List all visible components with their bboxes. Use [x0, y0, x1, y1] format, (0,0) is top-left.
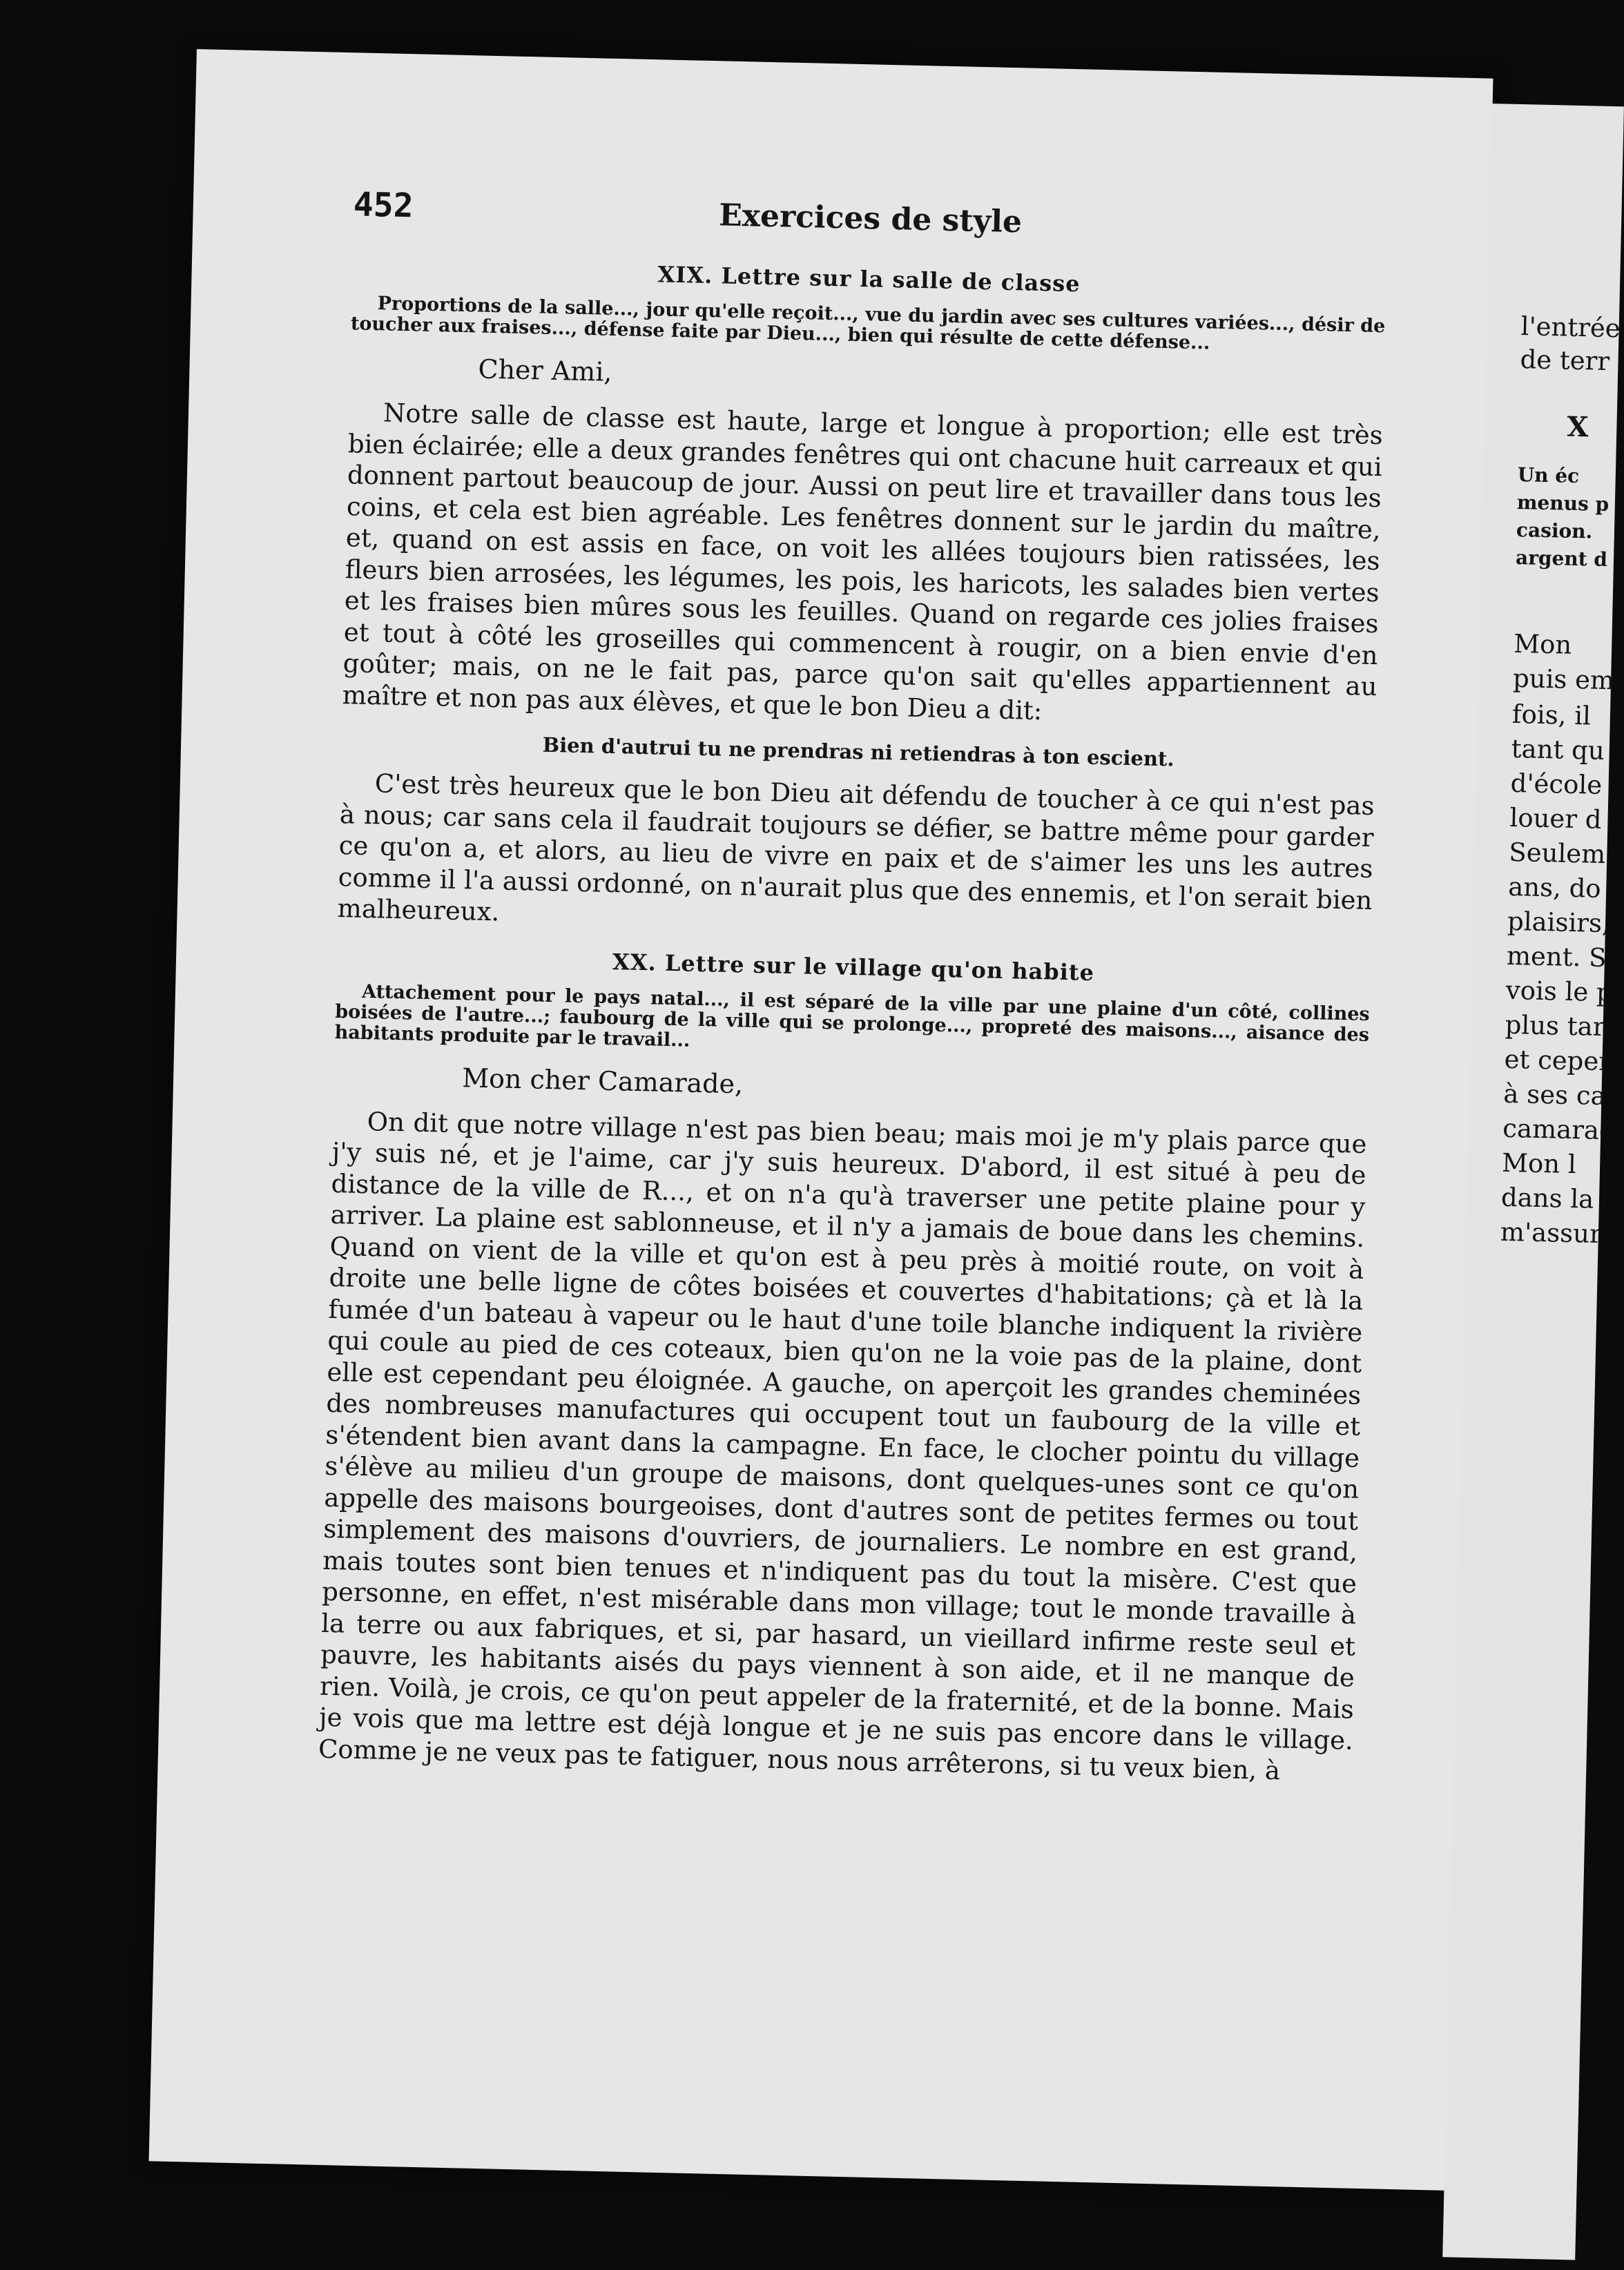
page-number: 452: [353, 185, 414, 226]
adjacent-page-line: menus p: [1516, 490, 1610, 516]
maxim-quote: Bien d'autrui tu ne prendras ni retiendras à ton escient.: [542, 733, 1174, 771]
adjacent-page-line: ans, do: [1507, 871, 1602, 904]
letter-salutation: Mon cher Camarade,: [461, 1062, 744, 1099]
section-title: XIX. Lettre sur la salle de classe: [657, 261, 1081, 298]
letter-paragraph: Notre salle de classe est haute, large et longue à proportion; elle est très bien éclairée; elle a deux grandes fenêtres qui ont chacune huit carreaux et qui donnent partout beaucoup de jour. Aussi on peut lire et travailler dans tous les coins, et cela est bien agréable. Les fenêtres donnent sur le jardin du maître, et, quand on est assis en face, on voit les allées toujours bien ratissées, les fleurs bien arrosées, les légumes, les pois, les haricots, les salades bien vertes et les fraises bien mûres sous les feuilles. Quand on regarde ces jolies fraises et tout à côté les groseilles qui commencent à rougir, on a bien envie d'en goûter; mais, on ne le fait pas, parce qu'on sait qu'elles appartiennent au maître et non pas aux élèves, et que le bon Dieu a dit:: [342, 398, 1384, 726]
adjacent-page-line: Mon: [1513, 628, 1572, 660]
adjacent-page-line: dans la: [1500, 1182, 1594, 1214]
section-summary: Proportions de la salle..., jour qu'elle reçoit..., vue du jardin avec ses cultures variées..., désir de toucher aux fraises..., défense faite par Dieu..., bien qui résulte de cette défense...: [350, 293, 1386, 354]
adjacent-page-line: plaisirs,: [1507, 906, 1611, 939]
adjacent-page-line: ment. S: [1506, 940, 1607, 973]
adjacent-page-line: fois, il: [1511, 699, 1592, 731]
adjacent-page-line: louer d: [1509, 802, 1602, 835]
adjacent-page-line: et cepen: [1504, 1044, 1616, 1077]
adjacent-page-line: à ses ca: [1502, 1078, 1607, 1112]
page-header: [353, 185, 1388, 264]
adjacent-page-line: camarad: [1502, 1113, 1616, 1146]
section-letter-village: [318, 942, 1371, 1788]
adjacent-page-line: vois le p: [1505, 975, 1614, 1008]
adjacent-page-line: m'assure: [1500, 1216, 1618, 1250]
page-content: [318, 185, 1389, 1787]
adjacent-page-line: puis em: [1512, 663, 1615, 696]
adjacent-page-line: Mon l: [1501, 1147, 1577, 1180]
letter-salutation: Cher Ami,: [478, 353, 612, 387]
section-letter-classroom: [337, 254, 1386, 947]
adjacent-page-line: l'entrée: [1520, 311, 1621, 344]
letter-paragraph: On dit que notre village n'est pas bien beau; mais moi je m'y plais parce que j'y suis né, et je l'aime, car j'y suis heureux. D'abord, il est situé à peu de distance de la ville de R..., et on n'a qu'à traverser une petite plaine pour y arriver. La plaine est sablonneuse, et il n'y a jamais de boue dans les chemins. Quand on vient de la ville et qu'on est à peu près à moitié route, on voit à droite une belle ligne de côtes boisées et couvertes d'habitations; çà et là la fumée d'un bateau à vapeur ou le haut d'une toile blanche indiquent la rivière qui coule au pied de ces coteaux, bien qu'on ne la voie pas de la plaine, dont elle est cependant peu éloignée. A gauche, on aperçoit les grandes cheminées des nombreuses manufactures qui occupent tout un faubourg de la ville et s'étendent bien avant dans la campagne. En face, le clocher pointu du village s'élève au milieu d'un groupe de maisons, dont quelques-unes sont ce qu'on appelle des maisons bourgeoises, dont d'autres sont de petites fermes ou tout simplement des maisons d'ouvriers, de journaliers. Le nombre en est grand, mais toutes sont bien tenues et n'indiquent pas du tout la misère. C'est que personne, en effet, n'est misérable dans mon village; tout le monde travaille à la terre ou aux fabriques, et si, par hasard, un vieillard infirme reste seul et pauvre, les habitants aisés du pays viennent à son aide, et il ne manque de rien. Voilà, je crois, ce qu'on peut appeler de la fraternité, et de la bonne. Mais je vois que ma lettre est déjà longue et je ne suis pas encore dans le village. Comme je ne veux pas te fatiguer, nous nous arrêterons, si tu veux bien, à: [318, 1106, 1367, 1785]
adjacent-page-line: Un éc: [1517, 463, 1580, 488]
adjacent-page-line: X: [1566, 410, 1589, 444]
adjacent-page-line: tant qu: [1511, 733, 1605, 766]
adjacent-page-line: de terr: [1520, 345, 1610, 376]
section-summary: Attachement pour le pays natal..., il est séparé de la ville par une plaine d'un côté, collines boisées de l'autre...; faubourg de la ville qui se prolonge..., propreté des maisons..., aisance des habitants produite par le travail...: [334, 980, 1371, 1051]
book-page: [149, 49, 1494, 2191]
adjacent-page-line: d'école: [1510, 768, 1603, 800]
adjacent-page-line: casion.: [1516, 518, 1593, 543]
letter-paragraph: C'est très heureux que le bon Dieu ait défendu de toucher à ce qui n'est pas à nous; car sans cela il faudrait toujours se défier, se battre même pour garder ce qu'on a, et alors, au lieu de vivre en paix et de s'aimer les uns les autres comme il l'a aussi ordonné, on n'aurait plus que des ennemis, et l'on serait bien malheureux.: [337, 768, 1375, 927]
running-title: Exercices de style: [718, 197, 1023, 240]
adjacent-page-line: plus tar: [1505, 1009, 1605, 1042]
adjacent-page-line: Seulem: [1508, 837, 1606, 870]
section-title: XX. Lettre sur le village qu'on habite: [612, 948, 1095, 986]
adjacent-page-line: argent d: [1515, 545, 1608, 571]
